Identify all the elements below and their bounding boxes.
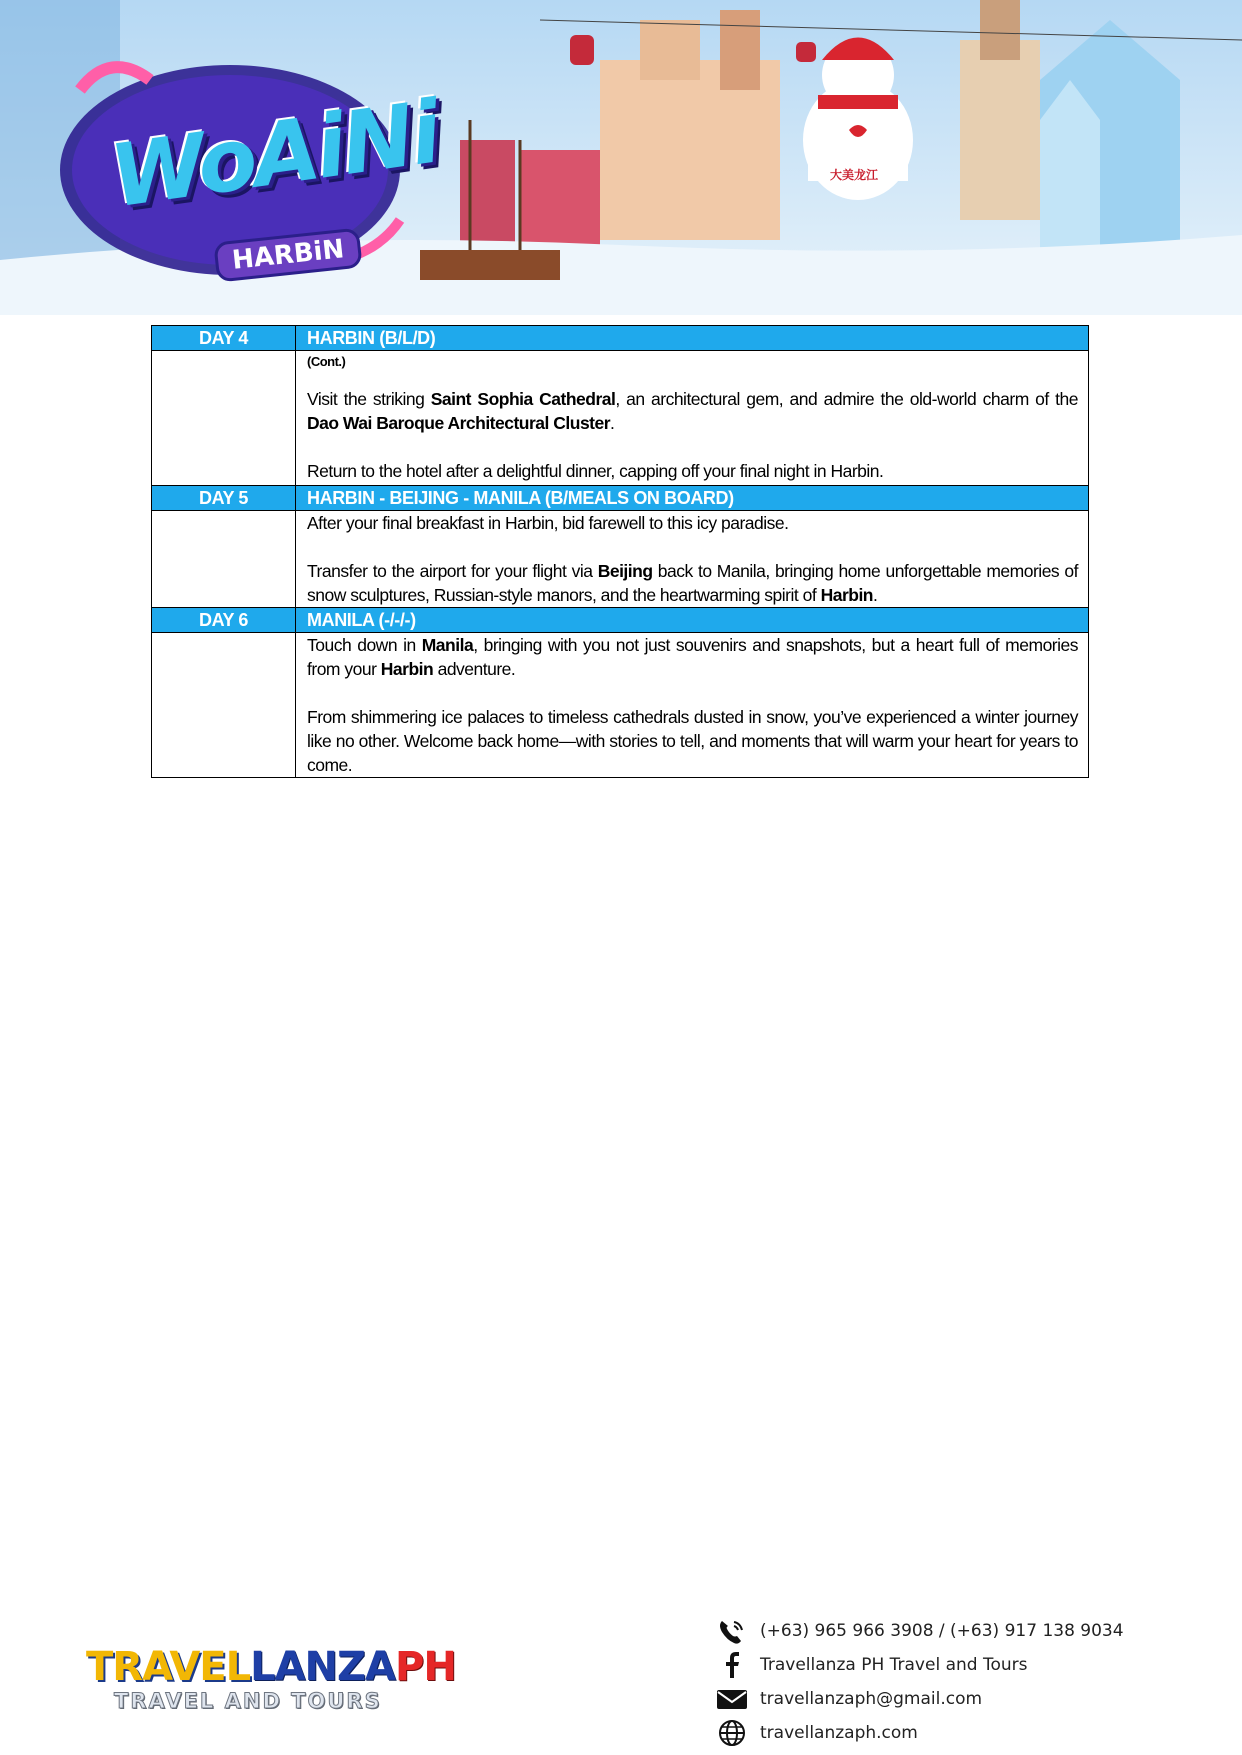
day-label: DAY 4 xyxy=(152,326,296,351)
woaini-harbin-logo xyxy=(40,30,445,300)
contact-phone xyxy=(716,1614,1124,1648)
facebook-text[interactable]: Travellanza PH Travel and Tours xyxy=(760,1655,1028,1675)
day-spacer-cell xyxy=(152,511,296,608)
day-header-row xyxy=(152,326,1089,351)
paragraph: After your final breakfast in Harbin, bid farewell to this icy paradise. xyxy=(307,513,789,533)
highlight: Harbin xyxy=(380,659,434,679)
text: back to Manila, bringing home unforgettable memories of snow sculptures, Russian-style manors, and the heartwarming spirit of xyxy=(307,561,1078,605)
header-banner xyxy=(0,0,1242,315)
day-description xyxy=(296,633,1089,778)
paragraph: From shimmering ice palaces to timeless cathedrals dusted in snow, you’ve experienced a winter journey like no other. Welcome back home—with stories to tell, and moments that will warm your heart for years to come. xyxy=(307,707,1078,775)
text: , an architectural gem, and admire the old-world charm of the xyxy=(615,389,1079,409)
paragraph: Return to the hotel after a delightful dinner, capping off your final night in Harbin. xyxy=(307,461,884,481)
highlight: Harbin xyxy=(820,585,874,605)
text: Visit the striking xyxy=(307,389,431,409)
day-spacer-cell xyxy=(152,633,296,778)
travellanza-logo xyxy=(86,1645,456,1713)
day-header-row xyxy=(152,486,1089,511)
text: , bringing with you not just souvenirs and snapshots, but a heart full of memories from your xyxy=(307,635,1078,679)
logo-subtitle: HARBiN xyxy=(213,227,363,282)
brand-part: TRAVEL xyxy=(86,1644,251,1690)
logo-title: WoAiNi xyxy=(104,82,445,228)
paragraph xyxy=(307,633,1078,681)
brand-part: PH xyxy=(395,1644,456,1690)
website-text[interactable]: travellanzaph.com xyxy=(760,1723,918,1743)
paragraph xyxy=(307,387,1078,435)
day-description xyxy=(296,511,1089,608)
day-title: HARBIN (B/L/D) xyxy=(296,326,1089,351)
text: . xyxy=(610,413,615,433)
continued-label: (Cont.) xyxy=(307,354,346,369)
day-label: DAY 5 xyxy=(152,486,296,511)
day-title: MANILA (-/-/-) xyxy=(296,608,1089,633)
email-text[interactable]: travellanzaph@gmail.com xyxy=(760,1689,983,1709)
contact-facebook[interactable] xyxy=(716,1648,1124,1682)
itinerary-table xyxy=(151,325,1089,778)
highlight: Beijing xyxy=(597,561,653,581)
snowman-sign: 大美龙江 xyxy=(830,168,879,182)
phone-text: (+63) 965 966 3908 / (+63) 917 138 9034 xyxy=(760,1621,1124,1641)
brand-name xyxy=(86,1645,456,1689)
facebook-icon xyxy=(716,1651,748,1679)
paragraph xyxy=(307,559,1078,607)
highlight: Saint Sophia Cathedral xyxy=(430,389,616,409)
day-title: HARBIN - BEIJING - MANILA (B/MEALS ON BOARD) xyxy=(296,486,1089,511)
email-icon xyxy=(716,1685,748,1713)
day-body-row xyxy=(152,351,1089,486)
day-body-row xyxy=(152,511,1089,608)
day-description xyxy=(296,351,1089,486)
highlight: Manila xyxy=(421,635,474,655)
brand-tagline: TRAVEL AND TOURS xyxy=(114,1689,382,1713)
brand-part: LANZA xyxy=(250,1644,395,1690)
phone-icon xyxy=(716,1617,748,1645)
contact-email[interactable] xyxy=(716,1682,1124,1716)
text: adventure. xyxy=(433,659,516,679)
text: Touch down in xyxy=(307,635,422,655)
text: Transfer to the airport for your flight via xyxy=(307,561,598,581)
day-label: DAY 6 xyxy=(152,608,296,633)
highlight: Dao Wai Baroque Architectural Cluster xyxy=(307,413,611,433)
day-spacer-cell xyxy=(152,351,296,486)
globe-icon xyxy=(716,1719,748,1747)
day-header-row xyxy=(152,608,1089,633)
contact-info xyxy=(716,1614,1124,1750)
contact-website[interactable] xyxy=(716,1716,1124,1750)
day-body-row xyxy=(152,633,1089,778)
text: . xyxy=(873,585,878,605)
